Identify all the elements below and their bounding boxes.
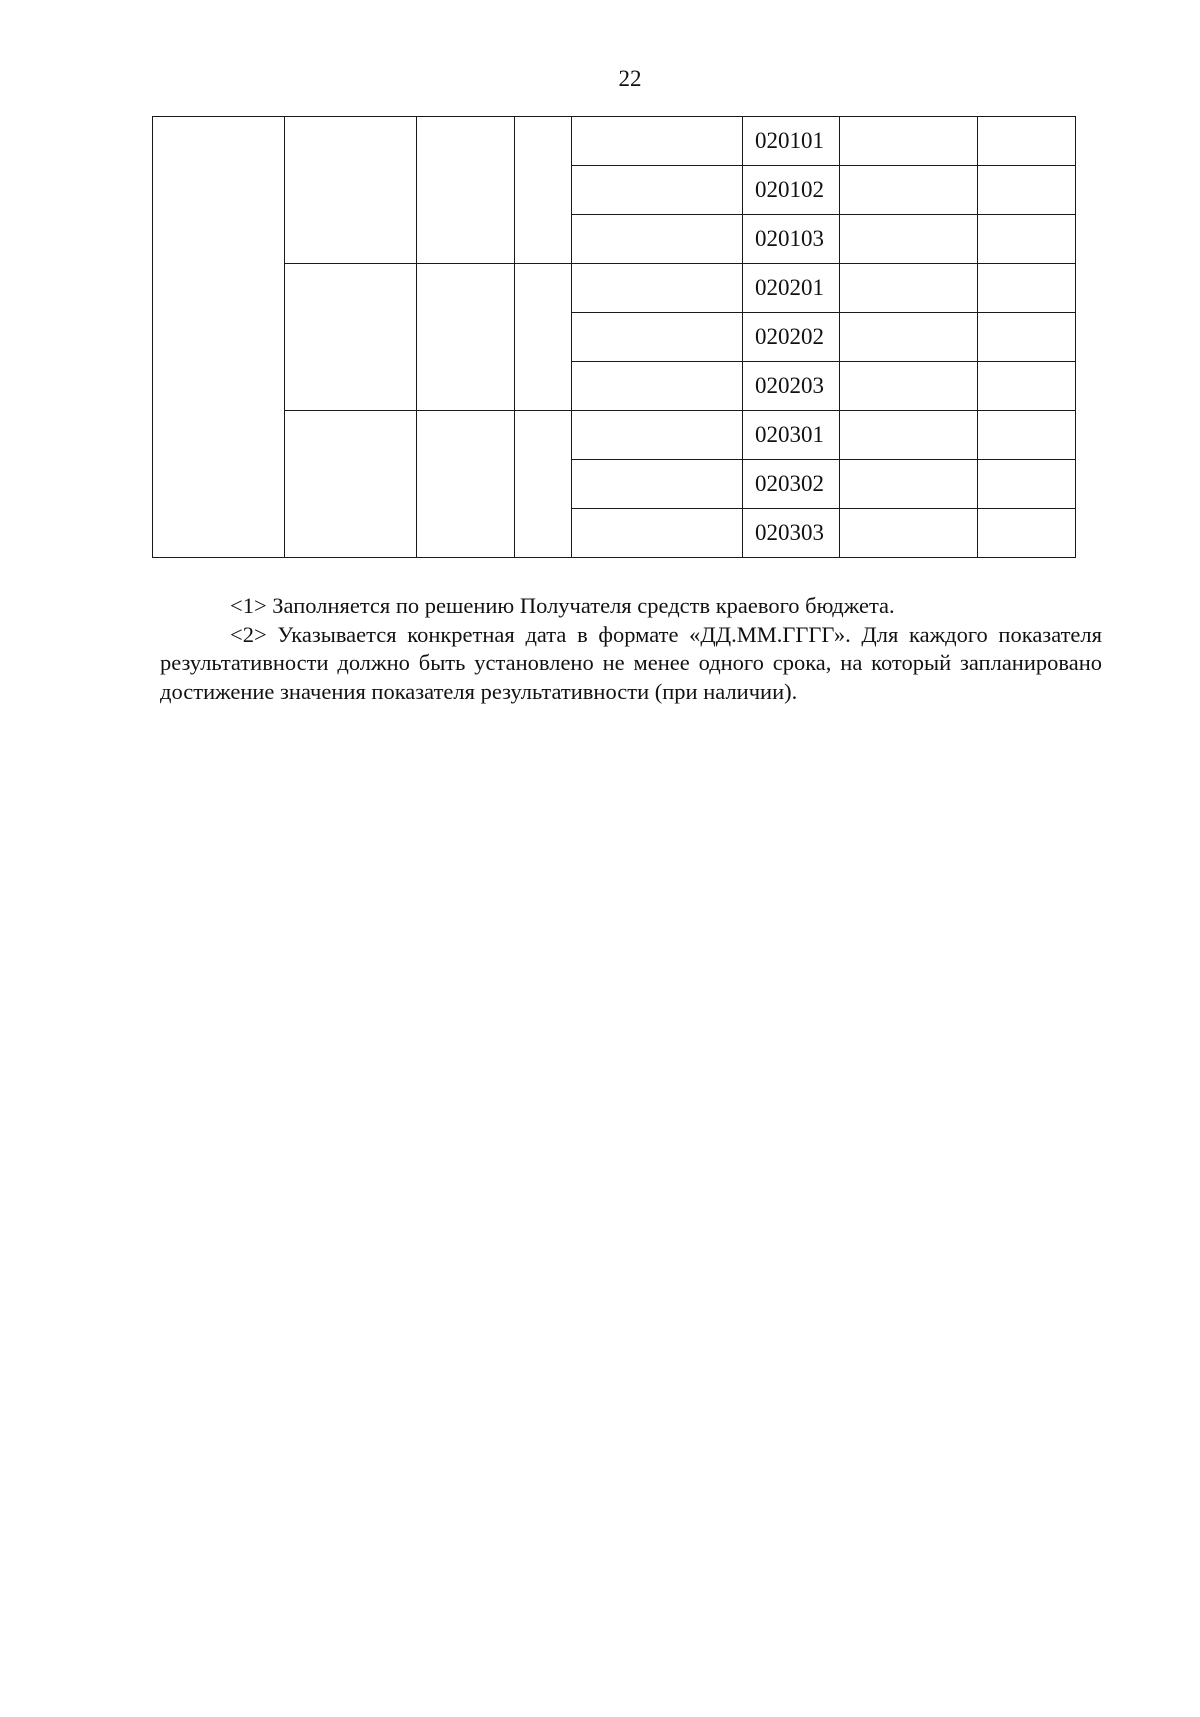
table-row [153,117,1076,166]
indicator-table [152,116,1076,558]
row-code: 020103 [743,215,840,264]
page-number: 22 [618,66,642,91]
table-row [153,264,1076,313]
table-cell-empty [840,411,978,460]
table-row [153,411,1076,460]
footnote-1: <1> Заполняется по решению Получателя средств краевого бюджета. [230,593,895,618]
row-code: 020301 [743,411,840,460]
row-code: 020203 [743,362,840,411]
table-cell-empty [978,313,1076,362]
table-cell-empty [840,460,978,509]
table-cell-empty [285,411,417,558]
table-cell-empty [572,509,743,558]
row-code: 020303 [743,509,840,558]
table-cell-empty [417,117,515,264]
row-code: 020202 [743,313,840,362]
row-code: 020101 [743,117,840,166]
row-code: 020302 [743,460,840,509]
table-cell-empty [978,215,1076,264]
table-cell-empty [285,117,417,264]
table-cell-empty [840,117,978,166]
table-cell-empty [515,264,572,411]
table-cell-empty [978,509,1076,558]
table-cell-empty [572,264,743,313]
table-cell-empty [572,411,743,460]
table-cell-empty [840,166,978,215]
table-cell-empty [572,166,743,215]
table-cell-empty [153,117,285,558]
footnote-2: <2> Указывается конкретная дата в формате «ДД.ММ.ГГГГ». Для каждого показателя результативности должно быть установлено не менее одного срока, на который запланировано достижение значения показателя результативности (при наличии). [160,621,1102,704]
table-cell-empty [572,215,743,264]
table-cell-empty [840,313,978,362]
table-cell-empty [840,264,978,313]
table-cell-empty [840,509,978,558]
table-cell-empty [572,117,743,166]
table-cell-empty [417,264,515,411]
row-code: 020201 [743,264,840,313]
table-cell-empty [515,117,572,264]
table-cell-empty [840,362,978,411]
table-cell-empty [978,460,1076,509]
table-cell-empty [572,460,743,509]
row-code: 020102 [743,166,840,215]
table-cell-empty [417,411,515,558]
table-cell-empty [978,362,1076,411]
table-cell-empty [840,215,978,264]
table-cell-empty [572,313,743,362]
table-cell-empty [515,411,572,558]
table-cell-empty [285,264,417,411]
table-cell-empty [978,166,1076,215]
table-cell-empty [978,117,1076,166]
table-cell-empty [978,264,1076,313]
table-cell-empty [572,362,743,411]
table-cell-empty [978,411,1076,460]
footnotes [160,592,1102,706]
